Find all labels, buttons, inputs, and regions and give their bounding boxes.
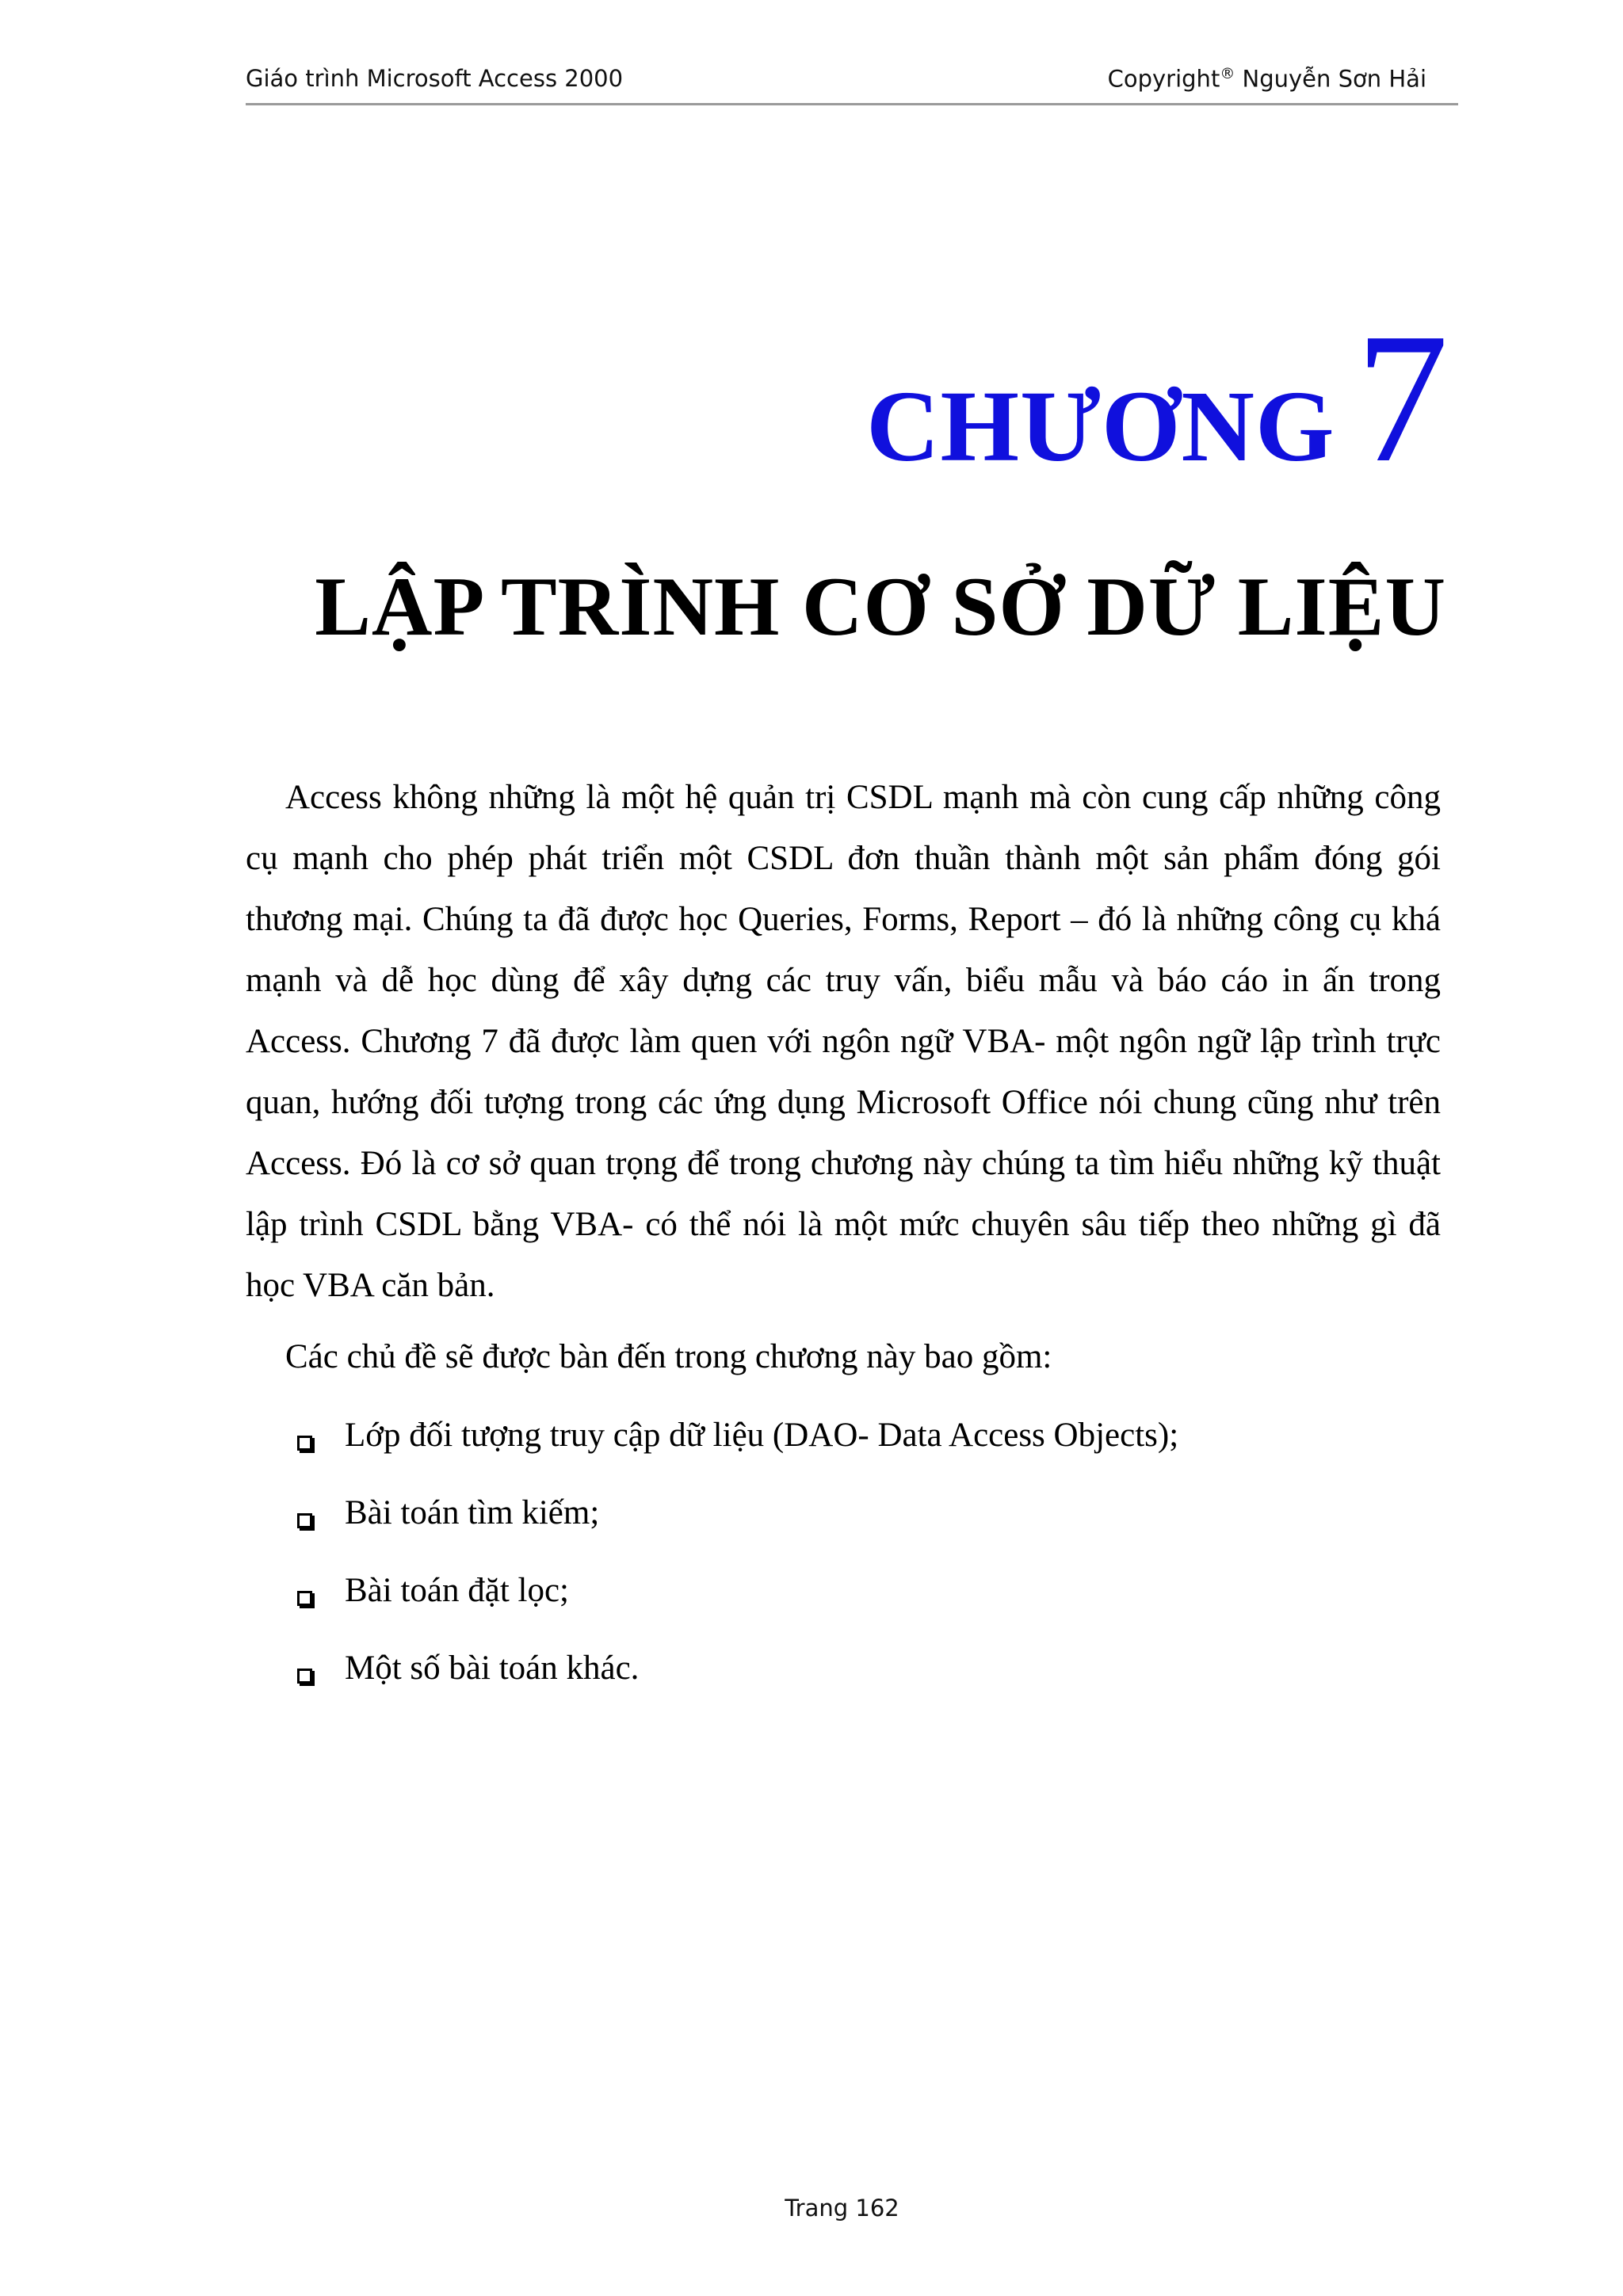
author-name: Nguyễn Sơn Hải bbox=[1235, 65, 1426, 93]
registered-mark: ® bbox=[1220, 65, 1235, 82]
header-book-title: Giáo trình Microsoft Access 2000 bbox=[246, 65, 624, 92]
list-item bbox=[285, 1412, 1178, 1489]
chapter-number: 7 bbox=[1355, 295, 1449, 501]
list-item-text: Một số bài toán khác. bbox=[345, 1650, 640, 1687]
checkbox-bullet-icon bbox=[297, 1513, 312, 1528]
list-item-text: Bài toán tìm kiếm; bbox=[345, 1494, 600, 1531]
list-item bbox=[285, 1567, 1178, 1645]
intro-paragraph: Access không những là một hệ quản trị CSDL mạnh mà còn cung cấp những công cụ mạnh cho phép phát triển một CSDL đơn thuần thành một sản phẩm đóng gói thương mại. Chúng ta đã được học Queries, Forms, Report – đó là những công cụ khá mạnh và dễ học dùng để xây dựng các truy vấn, biểu mẫu và báo cáo in ấn trong Access. Chương 7 đã được làm quen với ngôn ngữ VBA- một ngôn ngữ lập trình trực quan, hướng đối tượng trong các ứng dụng Microsoft Office nói chung cũng như trên Access. Đó là cơ sở quan trọng để trong chương này chúng ta tìm hiểu những kỹ thuật lập trình CSDL bằng VBA- có thể nói là một mức chuyên sâu tiếp theo những gì đã học VBA căn bản. bbox=[246, 779, 1441, 1304]
topics-intro: Các chủ đề sẽ được bàn đến trong chương này bao gồm: bbox=[285, 1338, 1052, 1375]
chapter-heading bbox=[866, 295, 1449, 501]
list-item bbox=[285, 1489, 1178, 1567]
checkbox-bullet-icon bbox=[297, 1591, 312, 1606]
checkbox-bullet-icon bbox=[297, 1669, 312, 1684]
topic-list bbox=[285, 1412, 1178, 1722]
copyright-label: Copyright bbox=[1107, 65, 1220, 93]
list-item-text: Lớp đối tượng truy cập dữ liệu (DAO- Data Access Objects); bbox=[345, 1417, 1179, 1454]
chapter-title: LẬP TRÌNH CƠ SỞ DỮ LIỆU bbox=[315, 560, 1446, 653]
checkbox-bullet-icon bbox=[297, 1436, 312, 1451]
list-item-text: Bài toán đặt lọc; bbox=[345, 1572, 570, 1609]
list-item bbox=[285, 1645, 1178, 1722]
page-number: Trang 162 bbox=[785, 2195, 899, 2222]
header-copyright bbox=[1108, 65, 1426, 93]
page-header bbox=[246, 62, 1458, 105]
chapter-word: CHƯƠNG bbox=[866, 370, 1335, 482]
